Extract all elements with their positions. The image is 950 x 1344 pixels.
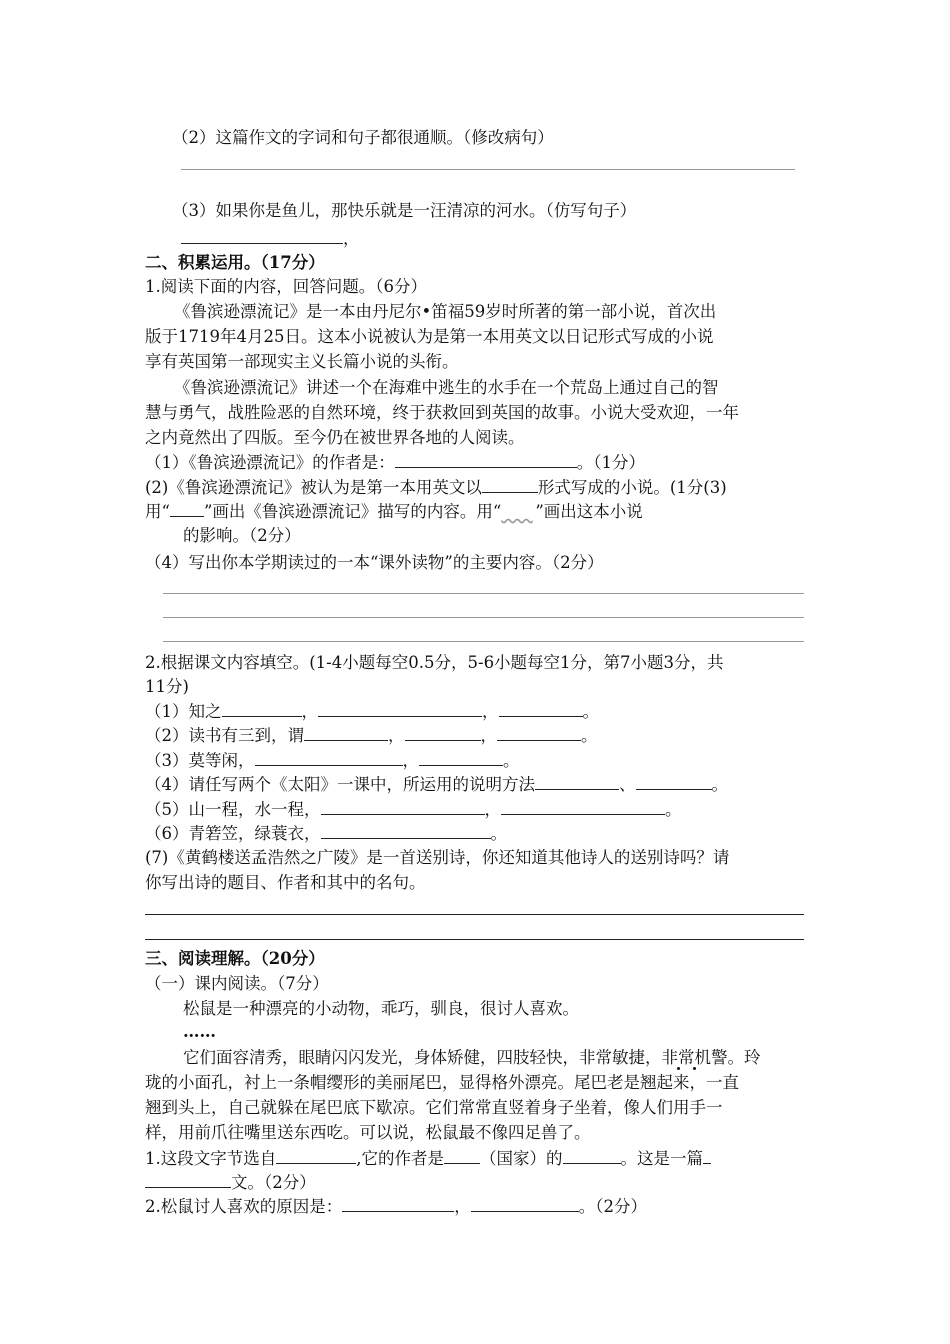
- period: 。: [665, 800, 682, 819]
- reading-line: 翘到头上，自己就躲在尾巴底下歇凉。它们常常直竖着身子坐着，像人们用手一: [145, 1098, 723, 1117]
- reading-q1-cont: [145, 1171, 316, 1195]
- passage-line: 《鲁滨逊漂流记》讲述一个在海难中逃生的水手在一个荒岛上通过自己的智: [174, 378, 719, 397]
- answer-blank[interactable]: [497, 724, 581, 741]
- q-text: 。这是一篇: [620, 1149, 703, 1168]
- period: 。: [582, 702, 599, 721]
- answer-blank[interactable]: [482, 476, 538, 493]
- question-3-imitate-sentence: （3）如果你是鱼儿，那快乐就是一汪清凉的河水。（仿写句子）: [172, 201, 637, 220]
- period: 。: [503, 751, 520, 770]
- q-text: 2.松鼠讨人喜欢的原因是：: [145, 1197, 343, 1216]
- answer-line[interactable]: [163, 593, 804, 594]
- answer-blank[interactable]: [395, 451, 577, 468]
- answer-blank[interactable]: [636, 773, 712, 790]
- answer-line[interactable]: [163, 641, 804, 642]
- answer-blank[interactable]: [321, 798, 485, 815]
- answer-line[interactable]: [145, 914, 804, 915]
- q-text: ”画出这本小说: [535, 502, 643, 521]
- answer-line[interactable]: [145, 939, 804, 940]
- fill-2: [145, 724, 598, 748]
- comma: ，: [480, 726, 497, 745]
- separator: 、: [619, 775, 636, 794]
- comma: ，: [388, 726, 405, 745]
- answer-blank[interactable]: [499, 700, 583, 717]
- item-1-q1: [145, 451, 645, 475]
- q-text: （5）山一程，水一程，: [145, 800, 321, 819]
- reading-line: 松鼠是一种漂亮的小动物，乖巧，驯良，很讨人喜欢。: [183, 999, 579, 1018]
- item-1-q3-cont: 的影响。（2分）: [183, 526, 301, 545]
- q-text: 文。（2分）: [231, 1173, 316, 1192]
- answer-blank[interactable]: [304, 724, 388, 741]
- item-2-head: 2.根据课文内容填空。(1-4小题每空0.5分，5-6小题每空1分，第7小题3分，共: [145, 653, 724, 672]
- comma: ，: [402, 751, 419, 770]
- item-2-head-cont: 11分): [145, 677, 189, 696]
- q-text: （国家）的: [480, 1149, 563, 1168]
- answer-line[interactable]: [163, 617, 804, 618]
- passage-line: 享有英国第一部现实主义长篇小说的头衔。: [145, 352, 459, 371]
- q-text: 用“: [145, 502, 170, 521]
- q-text: （1）《鲁滨逊漂流记》的作者是：: [145, 453, 395, 472]
- item-1-q4: （4）写出你本学期读过的一本“课外读物”的主要内容。（2分）: [145, 553, 604, 572]
- q-text: （6）青箬笠，绿蓑衣，: [145, 824, 321, 843]
- period: 。: [581, 726, 598, 745]
- period: 。: [711, 775, 728, 794]
- q-text: 1.这段文字节选自: [145, 1149, 277, 1168]
- answer-blank[interactable]: [501, 798, 665, 815]
- answer-blank[interactable]: [419, 749, 503, 766]
- question-2-modify-sentence: （2）这篇作文的字词和句子都很通顺。（修改病句）: [172, 128, 554, 147]
- answer-line[interactable]: [181, 169, 795, 170]
- ellipsis: ……: [183, 1022, 216, 1041]
- reading-line: 珑的小面孔，衬上一条帽缨形的美丽尾巴，显得格外漂亮。尾巴老是翘起来，一直: [145, 1073, 739, 1092]
- q-text: （3）莫等闲，: [145, 751, 255, 770]
- wavy-underline-mark: [501, 500, 535, 512]
- emphasis-dot: [677, 1067, 680, 1070]
- q-text: （2）读书有三到，谓: [145, 726, 304, 745]
- item-1-head: 1.阅读下面的内容，回答问题。（6分）: [145, 277, 427, 296]
- comma: ，: [454, 1197, 471, 1216]
- q-text: ,它的作者是: [356, 1149, 444, 1168]
- q-text: ”画出《鲁滨逊漂流记》描写的内容。用“: [203, 502, 502, 521]
- q-text: (2)《鲁滨逊漂流记》被认为是第一本用英文以: [145, 478, 482, 497]
- answer-blank[interactable]: [255, 749, 403, 766]
- answer-blank[interactable]: [318, 700, 482, 717]
- fill-6: [145, 822, 507, 846]
- answer-blank[interactable]: [321, 822, 491, 839]
- period: 。: [490, 824, 507, 843]
- reading-q1: [145, 1147, 711, 1171]
- section-3-title: 三、阅读理解。（20分）: [145, 949, 325, 968]
- q-text: 。（1分）: [576, 453, 645, 472]
- fill-7-cont: 你写出诗的题目、作者和其中的名句。: [145, 873, 426, 892]
- comma: ，: [301, 702, 318, 721]
- passage-line: 《鲁滨逊漂流记》是一本由丹尼尔•笛福59岁时所著的第一部小说，首次出: [174, 302, 717, 321]
- reading-q2: [145, 1195, 647, 1219]
- reading-line: 它们面容清秀，眼睛闪闪发光，身体矫健，四肢轻快，非常敏捷，非常机警。玲: [183, 1048, 761, 1067]
- section-3-sub: （一）课内阅读。（7分）: [145, 974, 329, 993]
- answer-blank[interactable]: [563, 1147, 621, 1164]
- comma: ，: [343, 229, 360, 248]
- item-1-q3: [145, 500, 643, 524]
- section-2-title: 二、积累运用。（17分）: [145, 253, 325, 272]
- answer-blank[interactable]: [405, 724, 481, 741]
- emphasis-dot: [693, 1067, 696, 1070]
- answer-blank[interactable]: [222, 700, 302, 717]
- answer-blank[interactable]: [444, 1147, 480, 1164]
- q-text: （1）知之: [145, 702, 222, 721]
- passage-line: 慧与勇气，战胜险恶的自然环境，终于获救回到英国的故事。小说大受欢迎，一年: [145, 403, 739, 422]
- comma: ，: [482, 702, 499, 721]
- answer-blank[interactable]: [342, 1195, 454, 1212]
- comma: ，: [484, 800, 501, 819]
- answer-blank[interactable]: [145, 1171, 231, 1188]
- q-text: （4）请任写两个《太阳》一课中，所运用的说明方法: [145, 775, 535, 794]
- answer-blank[interactable]: [471, 1195, 579, 1212]
- fill-4: [145, 773, 728, 797]
- item-1-q2: [145, 476, 727, 500]
- straight-underline-mark: [170, 500, 204, 517]
- fill-3: [145, 749, 520, 773]
- q-text: 。（2分）: [578, 1197, 647, 1216]
- fill-1: [145, 700, 599, 724]
- reading-line: 样，用前爪往嘴里送东西吃。可以说，松鼠最不像四足兽了。: [145, 1123, 591, 1142]
- answer-blank[interactable]: [181, 227, 343, 244]
- passage-line: 版于1719年4月25日。这本小说被认为是第一本用英文以日记形式写成的小说: [145, 327, 714, 346]
- passage-line: 之内竟然出了四版。至今仍在被世界各地的人阅读。: [145, 428, 525, 447]
- answer-blank[interactable]: [276, 1147, 356, 1164]
- answer-blank-row: [181, 227, 360, 251]
- answer-blank[interactable]: [703, 1147, 711, 1164]
- fill-7: (7)《黄鹤楼送孟浩然之广陵》是一首送别诗，你还知道其他诗人的送别诗吗？请: [145, 848, 730, 867]
- answer-blank[interactable]: [535, 773, 619, 790]
- fill-5: [145, 798, 682, 822]
- q-text: 形式写成的小说。(1分(3): [537, 478, 727, 497]
